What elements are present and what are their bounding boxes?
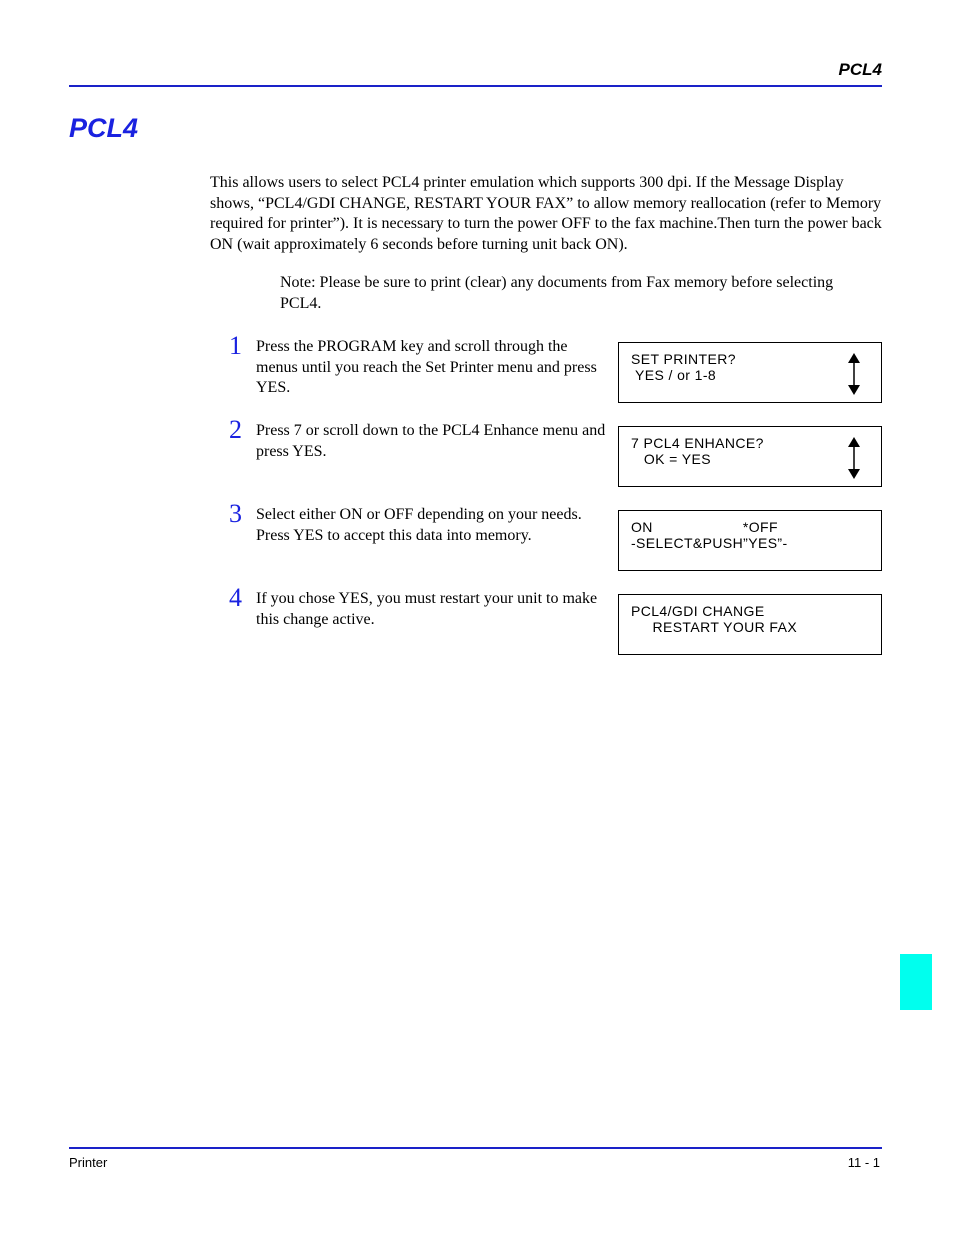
note-paragraph: Note: Please be sure to print (clear) any documents from Fax memory before selecting PCL4.	[280, 274, 834, 312]
step-number: 4	[229, 583, 242, 612]
lcd-line-2: RESTART YOUR FAX	[631, 619, 798, 635]
lcd-display	[618, 594, 882, 655]
lcd-line-1: 7 PCL4 ENHANCE?	[631, 435, 764, 451]
step-number: 1	[229, 331, 242, 360]
chapter-tab-marker	[900, 954, 932, 1010]
lcd-line-2: OK = YES	[631, 451, 712, 467]
footer-page-number: 11 - 1	[847, 1155, 880, 1170]
step-number: 3	[229, 499, 242, 528]
step-text: Select either ON or OFF depending on your needs. Press YES to accept this data into memory.	[256, 506, 582, 544]
up-down-arrows-icon	[847, 353, 861, 395]
lcd-display	[618, 342, 882, 403]
header-rule	[69, 85, 882, 87]
step-text: Press the PROGRAM key and scroll through the menus until you reach the Set Printer menu and press YES.	[256, 338, 597, 396]
lcd-line-1: PCL4/GDI CHANGE	[631, 603, 765, 619]
step-text: If you chose YES, you must restart your unit to make this change active.	[256, 590, 598, 628]
lcd-line-1: ON *OFF	[631, 519, 778, 535]
lcd-display	[618, 510, 882, 571]
lcd-line-1: SET PRINTER?	[631, 351, 736, 367]
lcd-line-2: YES / or 1-8	[631, 367, 717, 383]
lcd-line-2: -SELECT&PUSH”YES”-	[631, 535, 788, 551]
lcd-display	[618, 426, 882, 487]
header-title: PCL4	[838, 60, 882, 79]
footer-chapter-name: Printer	[69, 1155, 108, 1170]
footer-rule	[69, 1147, 882, 1149]
section-title: PCL4	[69, 113, 139, 143]
step-number: 2	[229, 415, 242, 444]
up-down-arrows-icon	[847, 437, 861, 479]
step-text: Press 7 or scroll down to the PCL4 Enhance menu and press YES.	[256, 422, 606, 460]
intro-paragraph: This allows users to select PCL4 printer emulation which supports 300 dpi. If the Message Display shows, “PCL4/GDI CHANGE, RESTART YOUR FAX” to allow memory reallocation (refer to Memory required for printer”). It is necessary to turn the power OFF to the fax machine.Then turn the power back ON (wait approximately 6 seconds before turning unit back ON).	[210, 174, 882, 253]
